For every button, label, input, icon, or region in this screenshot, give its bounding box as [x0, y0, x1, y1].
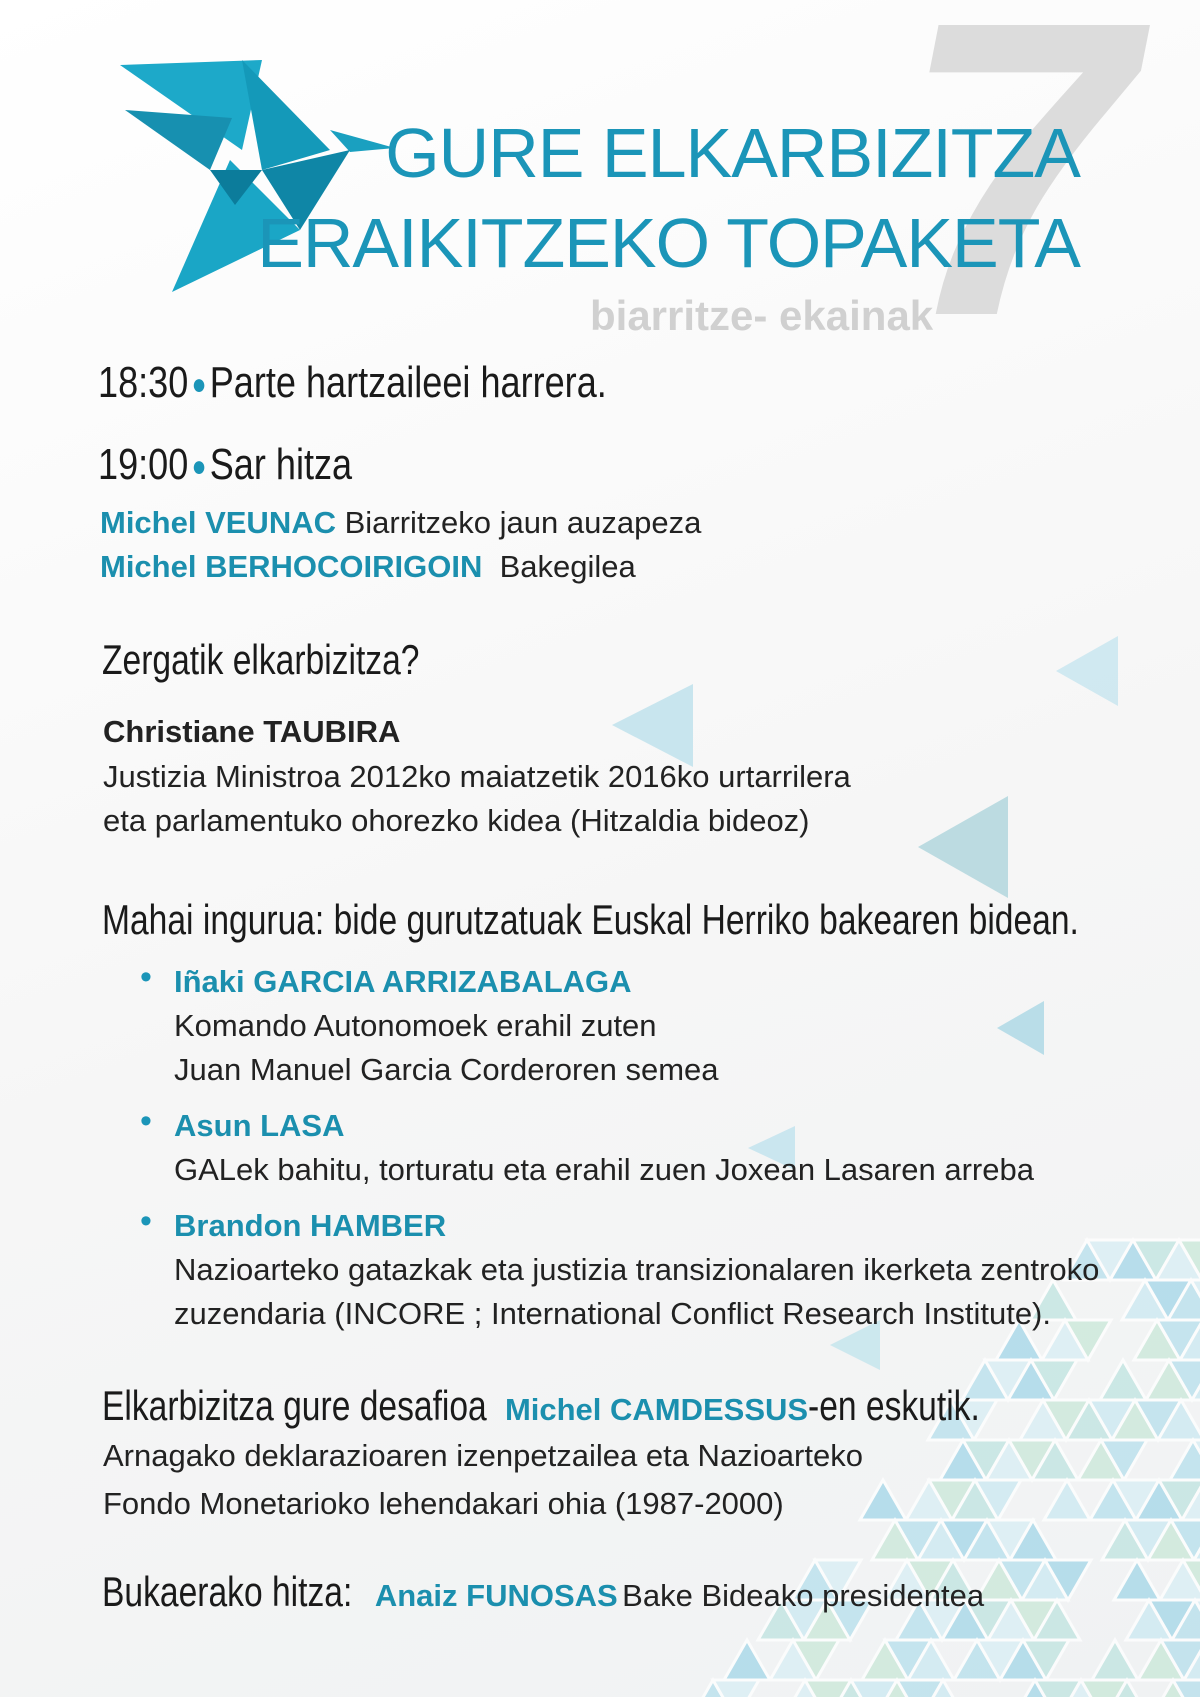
welcome-speaker [100, 549, 636, 585]
section-heading-why: Zergatik elkarbizitza? [102, 636, 420, 683]
event-subtitle: biarritze- ekainak [590, 292, 934, 339]
speaker-desc: Fondo Monetarioko lehendakari ohia (1987-2000) [103, 1486, 784, 1521]
speaker-desc: Arnagako deklarazioaren izenpetzailea eta Nazioarteko [103, 1438, 863, 1473]
list-item [140, 1104, 1099, 1192]
welcome-speaker [100, 505, 701, 541]
event-title [257, 108, 1080, 288]
title-line-1: GURE ELKARBIZITZA [385, 114, 1080, 192]
speaker-name: • Asun LASA [174, 1108, 345, 1143]
bullet-dot: ● [191, 450, 207, 484]
speaker-desc: zuzendaria (INCORE ; International Conflict Research Institute). [174, 1296, 1051, 1331]
heading-text: -en eskutik. [808, 1382, 980, 1429]
bullet-dot: ● [191, 368, 207, 402]
speaker-name: Michel BERHOCOIRIGOIN [100, 549, 483, 584]
speaker-desc: eta parlamentuko ohorezko kidea (Hitzaldia bideoz) [103, 803, 810, 838]
speaker-desc: Nazioarteko gatazkak eta justizia transizionalaren ikerketa zentroko [174, 1252, 1100, 1287]
schedule-label: Parte hartzaileei harrera. [209, 358, 607, 407]
speaker-desc: Justizia Ministroa 2012ko maiatzetik 2016ko urtarrilera [103, 759, 851, 794]
section-heading-round-table: Mahai ingurua: bide gurutzatuak Euskal Herriko bakearen bidean. [102, 896, 1079, 943]
speaker-role: Bakegilea [499, 549, 636, 584]
round-table-list [140, 960, 1099, 1348]
title-line-2: ERAIKITZEKO TOPAKETA [257, 204, 1080, 282]
speaker-role: Bake Bideako presidentea [622, 1578, 985, 1613]
heading-text: Elkarbizitza gure desafioa [102, 1382, 487, 1429]
speaker-name: Michel CAMDESSUS [504, 1392, 809, 1427]
heading-text: Bukaerako hitza: [102, 1568, 353, 1615]
schedule-time: 19:00 [98, 440, 189, 489]
speaker-name: Christiane TAUBIRA [103, 714, 401, 749]
list-item [140, 960, 1099, 1092]
edition-number: 7 [900, 0, 1134, 404]
speaker-name: Michel VEUNAC [100, 505, 336, 540]
schedule-label: Sar hitza [209, 440, 353, 489]
speaker-name: • Brandon HAMBER [174, 1208, 447, 1243]
section-heading-closing [102, 1568, 984, 1616]
list-item [140, 1204, 1099, 1336]
speaker-desc: GALek bahitu, torturatu eta erahil zuen Joxean Lasaren arreba [174, 1152, 1034, 1187]
speaker-desc: Komando Autonomoek erahil zuten [174, 1008, 657, 1043]
speaker-desc: Juan Manuel Garcia Corderoren semea [174, 1052, 719, 1087]
schedule-item [98, 358, 607, 408]
speaker-name: • Iñaki GARCIA ARRIZABALAGA [174, 964, 632, 999]
section-heading-challenge [102, 1382, 1023, 1430]
speaker-name: Anaiz FUNOSAS [374, 1578, 618, 1613]
speaker-role: Biarritzeko jaun auzapeza [344, 505, 702, 540]
schedule-item [98, 440, 352, 490]
schedule-time: 18:30 [98, 358, 189, 407]
